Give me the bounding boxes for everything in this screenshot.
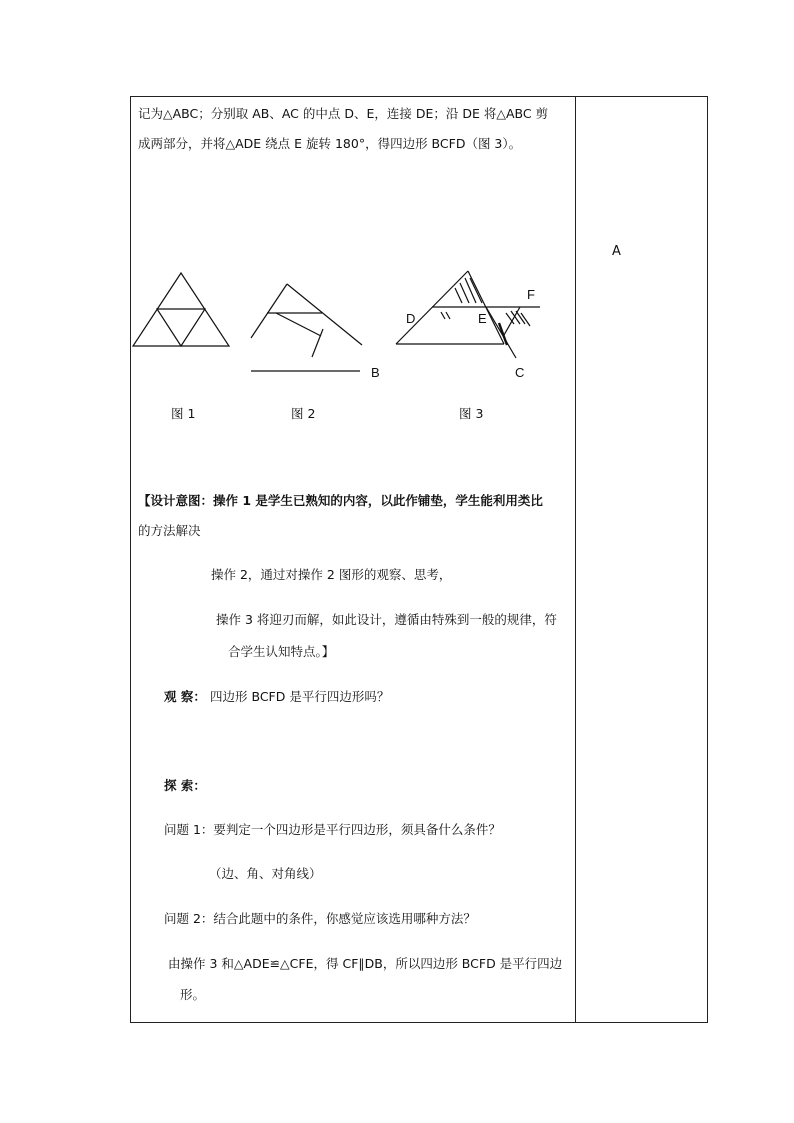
- explore-question-2: 问题 2：结合此题中的条件，你感觉应该选用哪种方法？: [164, 911, 476, 926]
- figure-2-cut-segment: [276, 313, 321, 336]
- label-B: B: [371, 365, 380, 380]
- intro-line-1: 记为△ABC；分别取 AB、AC 的中点 D、E，连接 DE；沿 DE 将△ABC 剪: [138, 106, 549, 121]
- observe-label: 观 察：: [164, 689, 206, 704]
- hatch-a3: [465, 278, 476, 303]
- label-F: F: [527, 287, 535, 302]
- conclusion-line-2: 形。: [180, 987, 206, 1002]
- figure-2-left-side: [251, 284, 287, 338]
- design-line-5: 合学生认知特点。】: [228, 644, 335, 659]
- figure-2: [251, 284, 362, 371]
- conclusion-line-1: 由操作 3 和△ADE≌△CFE，得 CF∥DB，所以四边形 BCFD 是平行四边: [168, 956, 563, 971]
- design-line-4: 操作 3 将迎刃而解，如此设计，遵循由特殊到一般的规律，符: [216, 612, 557, 627]
- figure-1: [133, 273, 229, 346]
- figure-2-short-segment: [312, 329, 323, 357]
- side-answer: A: [612, 244, 621, 259]
- figure-3-line-EC: [486, 307, 516, 358]
- hatch-a4: [470, 278, 482, 303]
- figure-3: [396, 271, 540, 358]
- label-E: E: [478, 311, 487, 326]
- figure-1-caption: 图 1: [171, 406, 196, 421]
- tick-mark-2: [446, 312, 450, 319]
- figure-2-caption: 图 2: [291, 406, 316, 421]
- hatch-a1: [455, 288, 462, 303]
- figure-1-midline-triangle: [157, 309, 205, 346]
- hatch-a2: [460, 283, 469, 303]
- observe-text: 四边形 BCFD 是平行四边形吗？: [210, 689, 390, 704]
- design-line-1: 【设计意图：操作 1 是学生已熟知的内容，以此作铺垫，学生能利用类比: [138, 493, 543, 508]
- explore-question-1: 问题 1：要判定一个四边形是平行四边形，须具备什么条件？: [164, 822, 501, 837]
- label-D: D: [406, 311, 416, 326]
- design-line-3: 操作 2，通过对操作 2 图形的观察、思考，: [211, 567, 452, 582]
- figure-3-caption: 图 3: [459, 406, 484, 421]
- label-C: C: [515, 365, 525, 380]
- figure-2-right-side: [287, 284, 362, 345]
- design-line-2: 的方法解决: [138, 523, 201, 538]
- explore-question-1-answer: （边、角、对角线）: [209, 866, 322, 881]
- explore-label: 探 索：: [164, 778, 206, 793]
- intro-line-2: 成两部分，并将△ADE 绕点 E 旋转 180°，得四边形 BCFD（图 3）。: [138, 136, 522, 151]
- tick-mark-1: [441, 312, 445, 319]
